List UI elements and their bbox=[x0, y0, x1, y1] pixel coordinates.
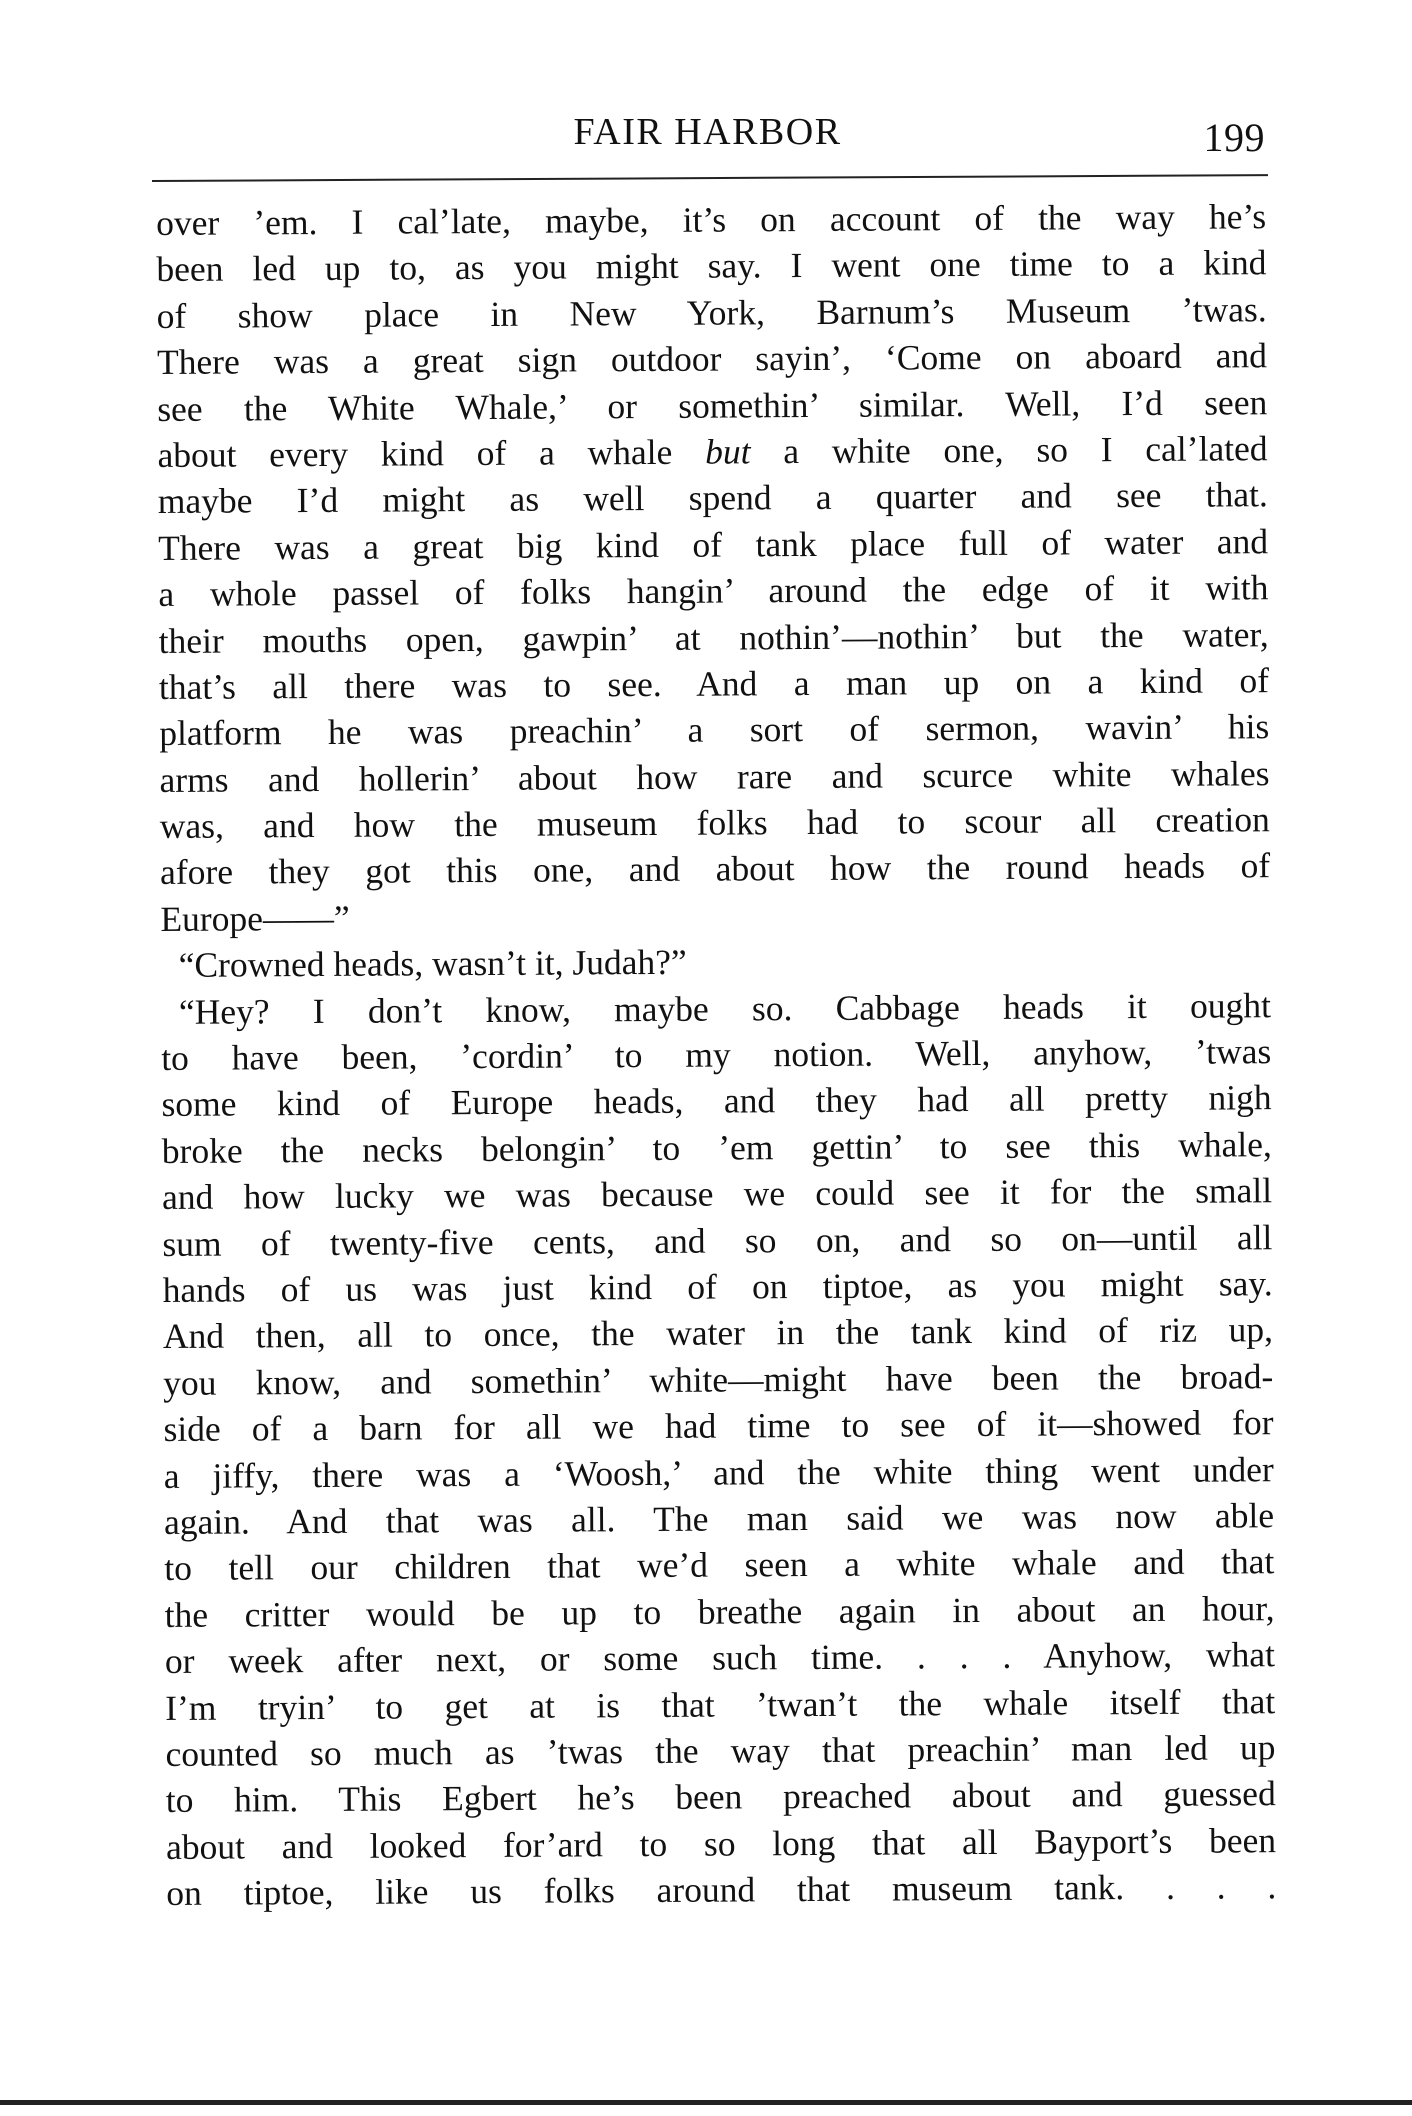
text-line: “Crowned heads, wasn’t it, Judah?” bbox=[178, 942, 687, 986]
text-line: hands of us was just kind of on tiptoe, as you might say. bbox=[162, 1263, 1273, 1310]
text-line: on tiptoe, like us folks around that museum tank. . . . bbox=[166, 1866, 1277, 1914]
text-line: counted so much as ’twas the way that preachin’ man led up bbox=[165, 1727, 1276, 1774]
running-title: FAIR HARBOR bbox=[573, 111, 842, 153]
bottom-edge-rule bbox=[0, 2100, 1412, 2105]
text-line: to him. This Egbert he’s been preached about and guessed bbox=[165, 1773, 1276, 1821]
text-line: a whole passel of folks hangin’ around the edge of it with bbox=[158, 567, 1269, 615]
text-line: or week after next, or some such time. . . . Anyhow, what bbox=[164, 1634, 1276, 1682]
text-line: see the White Whale,’ or somethin’ similar. Well, I’d seen bbox=[157, 381, 1268, 429]
body-text bbox=[156, 193, 1276, 1916]
text-line: sum of twenty-five cents, and so on, and so on—until all bbox=[162, 1216, 1273, 1264]
text-line: to tell our children that we’d seen a white whale and that bbox=[164, 1541, 1275, 1589]
text-line: There was a great big kind of tank place full of water and bbox=[158, 520, 1269, 568]
text-line: Europe——” bbox=[160, 897, 350, 939]
text-line: some kind of Europe heads, and they had all pretty nigh bbox=[161, 1077, 1272, 1125]
page-number: 199 bbox=[1203, 115, 1265, 160]
text-line: “Hey? I don’t know, maybe so. Cabbage heads it ought bbox=[178, 984, 1272, 1032]
text-line: There was a great sign outdoor sayin’, ‘Come on aboard and bbox=[156, 335, 1268, 383]
text-segment: about every kind of a whale bbox=[157, 431, 706, 475]
text-line: the critter would be up to breathe again in about an hour, bbox=[164, 1587, 1275, 1635]
text-line bbox=[157, 425, 1267, 478]
running-head bbox=[150, 104, 1265, 160]
text-segment: a white one, so I cal’lated bbox=[750, 428, 1268, 472]
text-line: maybe I’d might as well spend a quarter and see that. bbox=[157, 474, 1268, 522]
text-line: again. And that was all. The man said we was now able bbox=[163, 1495, 1275, 1542]
text-line: about and looked for’ard to so long that all Bayport’s been bbox=[165, 1819, 1277, 1867]
text-line: afore they got this one, and about how the round heads of bbox=[159, 845, 1271, 893]
text-line: and how lucky we was because we could see it for the small bbox=[161, 1170, 1273, 1218]
text-line: And then, all to once, the water in the tank kind of riz up, bbox=[162, 1309, 1274, 1357]
text-line: over ’em. I cal’late, maybe, it’s on account of the way he’s bbox=[156, 196, 1267, 243]
text-line: was, and how the museum folks had to scour all creation bbox=[159, 799, 1270, 847]
text-line: I’m tryin’ to get at is that ’twan’t the whale itself that bbox=[165, 1680, 1276, 1728]
italic-word: but bbox=[705, 431, 751, 472]
text-line: their mouths open, gawpin’ at nothin’—nothin’ but the water, bbox=[158, 613, 1269, 661]
text-line: broke the necks belongin’ to ’em gettin’ to see this whale, bbox=[161, 1124, 1272, 1171]
text-line: to have been, ’cordin’ to my notion. Well, anyhow, ’twas bbox=[161, 1031, 1272, 1079]
header-rule bbox=[152, 174, 1268, 182]
text-line: platform he was preachin’ a sort of sermon, wavin’ his bbox=[159, 706, 1270, 754]
text-line: arms and hollerin’ about how rare and scurce white whales bbox=[159, 752, 1270, 800]
text-line: of show place in New York, Barnum’s Museum ’twas. bbox=[156, 288, 1267, 336]
text-line: side of a barn for all we had time to see of it—showed for bbox=[163, 1402, 1274, 1450]
text-line: been led up to, as you might say. I went one time to a kind bbox=[156, 242, 1267, 290]
text-line: that’s all there was to see. And a man up on a kind of bbox=[158, 660, 1270, 707]
text-line: a jiffy, there was a ‘Woosh,’ and the white thing went under bbox=[163, 1448, 1274, 1496]
text-line: you know, and somethin’ white—might have been the broad- bbox=[163, 1355, 1274, 1403]
